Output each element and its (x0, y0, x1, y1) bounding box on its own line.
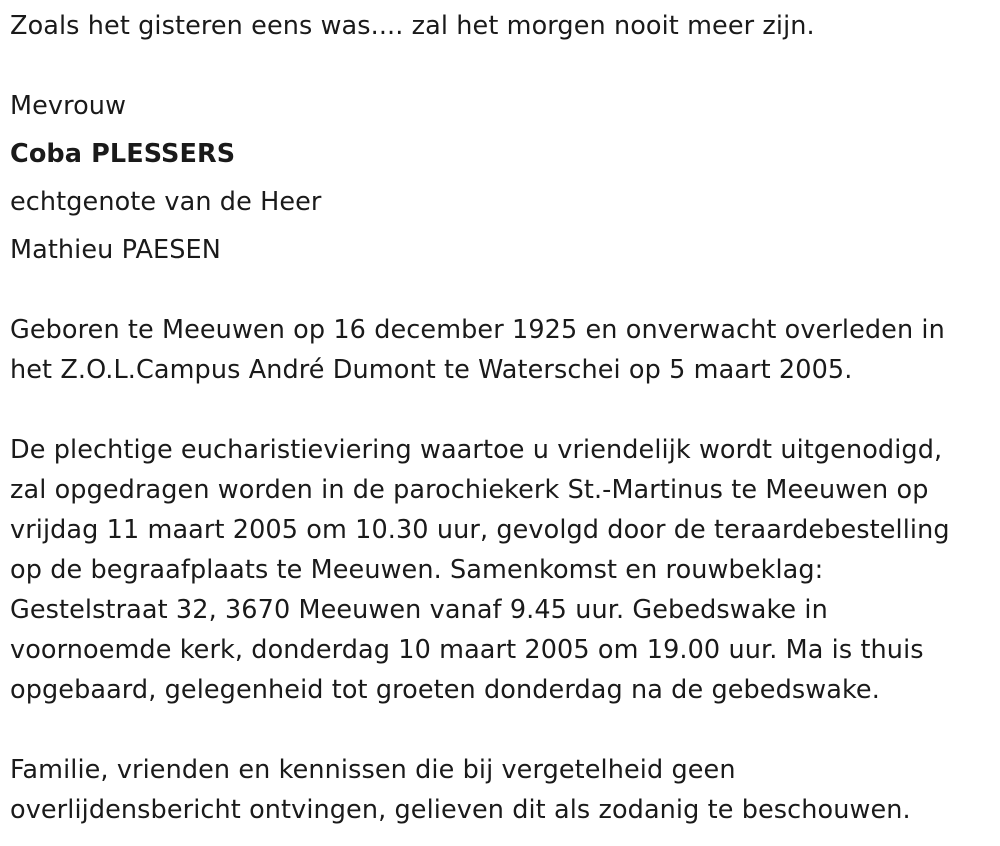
paragraph-line: voornoemde kerk, donderdag 10 maart 2005 om 19.00 uur. Ma is thuis (10, 635, 924, 665)
paragraph-line: opgebaard, gelegenheid tot groeten donderdag na de gebedswake. (10, 675, 880, 705)
paragraph-line: Geboren te Meeuwen op 16 december 1925 en onverwacht overleden in (10, 315, 945, 345)
salutation: Mevrouw (10, 91, 127, 121)
paragraph-line: Gestelstraat 32, 3670 Meeuwen vanaf 9.45 uur. Gebedswake in (10, 595, 828, 625)
family-notice-paragraph (10, 750, 911, 830)
spouse-name: Mathieu PAESEN (10, 235, 221, 265)
paragraph-line: Familie, vrienden en kennissen die bij vergetelheid geen (10, 755, 736, 785)
funeral-service-paragraph (10, 430, 950, 710)
motto-text: Zoals het gisteren eens was.... zal het morgen nooit meer zijn. (10, 11, 815, 41)
paragraph-line: De plechtige eucharistieviering waartoe u vriendelijk wordt uitgenodigd, (10, 435, 943, 465)
spouse-label: echtgenote van de Heer (10, 187, 322, 217)
birth-death-paragraph (10, 310, 945, 390)
paragraph-line: zal opgedragen worden in de parochiekerk St.-Martinus te Meeuwen op (10, 475, 929, 505)
paragraph-line: het Z.O.L.Campus André Dumont te Waterschei op 5 maart 2005. (10, 355, 853, 385)
paragraph-line: vrijdag 11 maart 2005 om 10.30 uur, gevolgd door de teraardebestelling (10, 515, 950, 545)
deceased-name: Coba PLESSERS (10, 139, 236, 169)
paragraph-line: op de begraafplaats te Meeuwen. Samenkomst en rouwbeklag: (10, 555, 824, 585)
paragraph-line: overlijdensbericht ontvingen, gelieven dit als zodanig te beschouwen. (10, 795, 911, 825)
